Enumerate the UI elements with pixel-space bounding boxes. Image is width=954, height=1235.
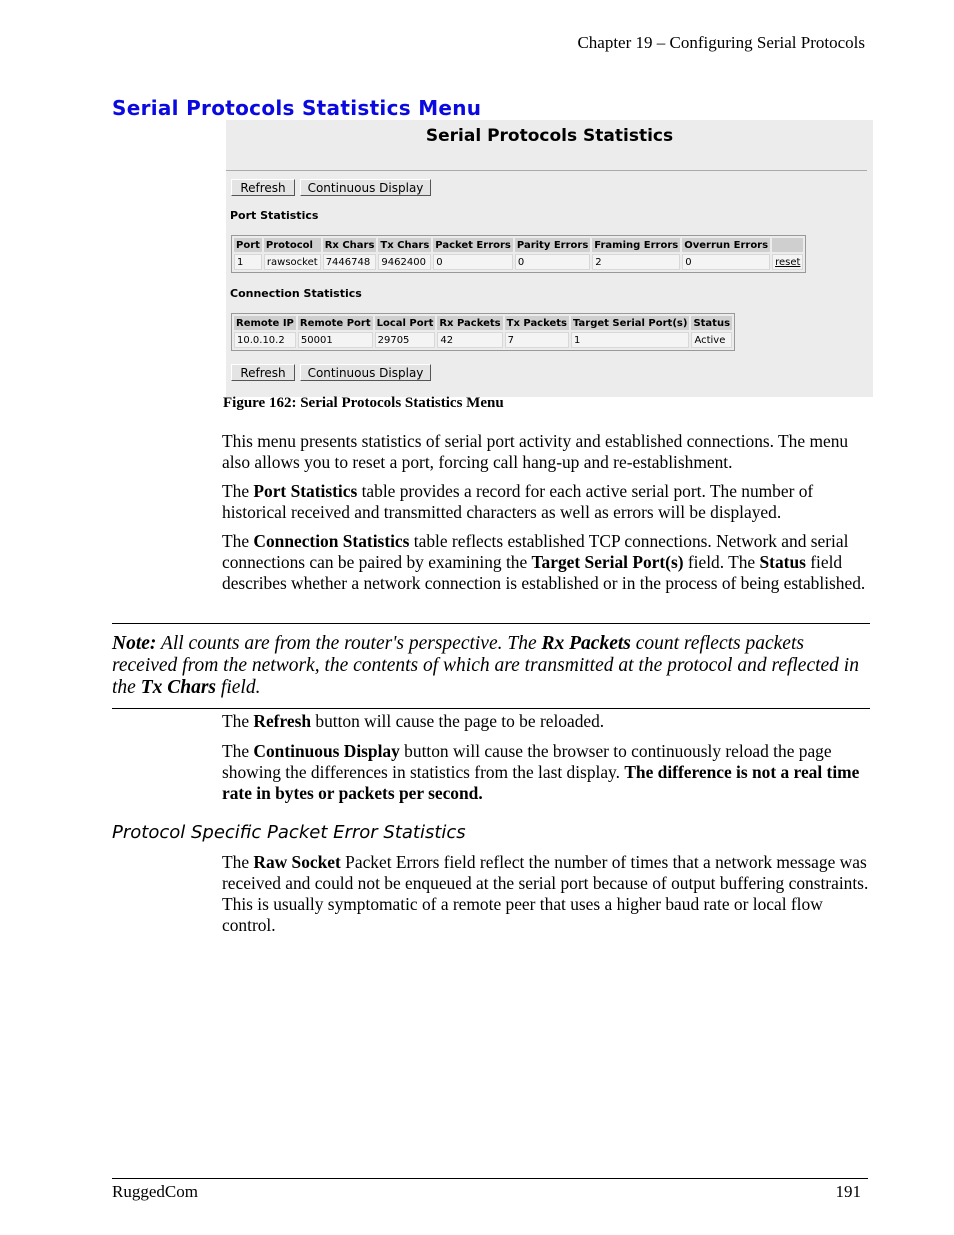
bold-term: Port Statistics: [253, 481, 358, 501]
table-cell: rawsocket: [264, 254, 321, 270]
port-statistics-table: [231, 235, 806, 273]
table-cell: 1: [571, 332, 689, 348]
text-span: All counts are from the router's perspective. The: [156, 633, 542, 654]
bold-term: Tx Chars: [140, 677, 217, 698]
table-header: Tx Packets: [506, 317, 568, 329]
table-cell: 9462400: [378, 254, 431, 270]
table-cell: 2: [592, 254, 680, 270]
bold-term: Target Serial Port(s): [531, 552, 684, 572]
refresh-button-bottom[interactable]: Refresh: [231, 364, 295, 381]
paragraph-refresh: [222, 711, 872, 732]
figure-divider: [226, 170, 867, 171]
reset-link[interactable]: reset: [775, 256, 801, 268]
bold-term: The difference is not a real time rate in bytes or packets per second.: [222, 762, 860, 803]
text-span: The: [222, 481, 254, 501]
text-span: The: [222, 531, 254, 551]
paragraph-raw-socket: [222, 852, 872, 936]
text-span: The: [222, 741, 254, 761]
table-header: Target Serial Port(s): [573, 317, 688, 329]
reset-link-cell: [772, 254, 803, 270]
note-label: Note:: [112, 633, 157, 654]
text-span: count reflects packets received from the network, the contents of which are transmitted at the protocol and reflected in the: [112, 633, 859, 698]
section-title: Serial Protocols Statistics Menu: [112, 96, 482, 120]
text-span: Packet Errors field reflect the number of times that a network message was received and could not be enqueued at the serial port because of output buffering constraints. This is usually symptomatic of a remote peer that uses a higher baud rate or local flow control.: [222, 852, 869, 935]
chapter-header: Chapter 19 – Configuring Serial Protocols: [577, 33, 865, 52]
text-span: The: [222, 711, 254, 731]
port-statistics-label: Port Statistics: [230, 209, 319, 222]
table-cell: 10.0.10.2: [234, 332, 296, 348]
note-block: [112, 633, 872, 699]
table-cell: 7446748: [323, 254, 377, 270]
subsection-title: Protocol Specific Packet Error Statistics: [112, 822, 466, 843]
table-header: Parity Errors: [516, 239, 589, 251]
continuous-display-button-bottom[interactable]: Continuous Display: [300, 364, 431, 381]
table-header: Remote IP: [236, 317, 294, 329]
table-header-row: [234, 316, 732, 330]
screenshot-figure: [226, 120, 873, 397]
table-header: Port: [236, 239, 260, 251]
table-header: Status: [693, 317, 731, 329]
connection-statistics-label: Connection Statistics: [230, 287, 362, 300]
table-row: [234, 332, 732, 348]
continuous-display-button-top[interactable]: Continuous Display: [300, 179, 431, 196]
table-header: Packet Errors: [435, 239, 511, 251]
bold-term: Rx Packets: [541, 633, 631, 654]
paragraph-intro: This menu presents statistics of serial port activity and established connections. The menu also allows you to reset a port, forcing call hang-up and re-establishment.: [222, 431, 849, 472]
table-cell: 50001: [298, 332, 373, 348]
bold-term: Continuous Display: [253, 741, 400, 761]
bold-term: Status: [759, 552, 806, 572]
table-cell: 29705: [375, 332, 436, 348]
bold-term: Raw Socket: [253, 852, 341, 872]
text-span: table reflects established TCP connections. Network and serial connections can be paired by examining the: [222, 531, 849, 572]
page-number: 191: [835, 1182, 861, 1201]
text-span: field.: [216, 677, 261, 698]
table-cell: Active: [691, 332, 732, 348]
figure-caption: Figure 162: Serial Protocols Statistics Menu: [223, 395, 504, 411]
footer-rule: [112, 1178, 868, 1179]
paragraph-connection-statistics: [222, 531, 872, 594]
table-cell: 42: [437, 332, 502, 348]
paragraph-port-statistics: [222, 481, 872, 523]
bold-term: Refresh: [253, 711, 312, 731]
figure-title: Serial Protocols Statistics: [425, 126, 674, 146]
table-cell: 1: [234, 254, 262, 270]
text-span: table provides a record for each active serial port. The number of historical received and transmitted characters as well as errors will be displayed.: [222, 481, 814, 522]
text-span: The: [222, 852, 254, 872]
table-header: Protocol: [264, 238, 321, 252]
table-cell: 7: [505, 332, 569, 348]
table-header: Rx Packets: [439, 317, 501, 329]
table-header: Tx Chars: [380, 239, 430, 251]
table-row: [234, 254, 803, 270]
table-header: Overrun Errors: [684, 239, 769, 251]
connection-statistics-table: [231, 313, 735, 351]
text-span: field describes whether a network connection is established or in the process of being established.: [222, 552, 866, 593]
table-cell: 0: [433, 254, 513, 270]
note-bottom-rule: [112, 708, 870, 709]
table-header-row: [234, 238, 803, 252]
paragraph-continuous-display: [222, 741, 872, 804]
text-span: button will cause the page to be reloaded.: [311, 711, 605, 731]
table-header: Framing Errors: [594, 239, 679, 251]
table-cell: 0: [515, 254, 590, 270]
refresh-button-top[interactable]: Refresh: [231, 179, 295, 196]
table-header: Remote Port: [299, 317, 371, 329]
bold-term: Connection Statistics: [253, 531, 410, 551]
table-header: Local Port: [376, 317, 434, 329]
text-span: button will cause the browser to continuously reload the page showing the differences in statistics from the last display.: [222, 741, 832, 782]
footer-company: RuggedCom: [112, 1182, 198, 1201]
table-header: [772, 238, 803, 252]
table-cell: 0: [682, 254, 770, 270]
text-span: field. The: [683, 552, 760, 572]
table-header: Rx Chars: [324, 239, 375, 251]
note-top-rule: [112, 623, 870, 624]
